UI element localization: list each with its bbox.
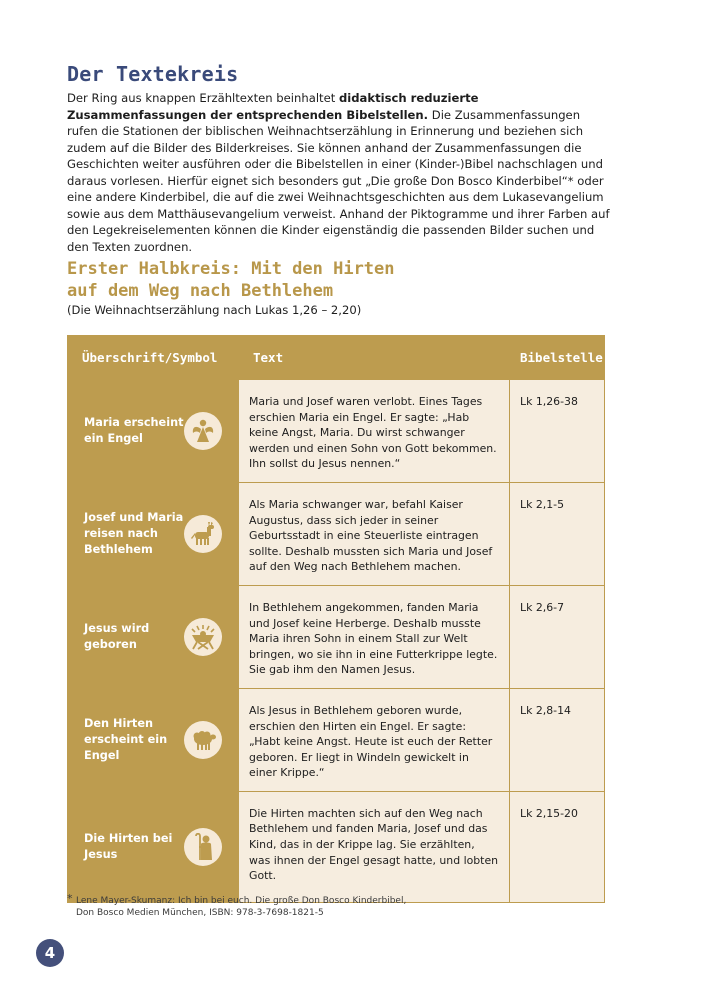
row-text: Als Maria schwanger war, befahl Kaiser Augustus, dass sich jeder in seiner Geburtsstadt in eine Steuerliste eintragen sollte. Deshalb mussten sich Maria und Josef auf den Weg nach Bethlehem machen. — [239, 482, 510, 585]
intro-text-rest: Die Zusammenfassungen rufen die Stationen der biblischen Weihnachtserzählung in Erinnerung und beziehen sich zudem auf die Bilder des Bilderkreises. Sie können anhand der Zusammenfassungen die Geschichten weiter ausführen oder die Bibelstellen in einer (Kinder-)Bibel nachschlagen und daraus vorlesen. Hierfür eignet sich besonders gut „Die große Don Bosco Kinderbibel“* oder eine andere Kinderbibel, die auf die zwei Weihnachtsgeschichten aus dem Lukasevangelium sowie aus dem Matthäusevangelium verweist. Anhand der Piktogramme und ihrer Farben auf den Legekreiselementen können die Kinder eigenständig die passenden Bilder suchen und den Texten zuordnen. — [67, 107, 610, 254]
table-row — [68, 482, 605, 585]
donkey-icon — [184, 515, 222, 553]
row-text: Als Jesus in Bethlehem geboren wurde, erschien den Hirten ein Engel. Er sagte: „Habt keine Angst. Heute ist euch der Retter geboren. Er liegt in Windeln gewickelt in einer Krippe.“ — [239, 688, 510, 791]
footnote-line-2: Don Bosco Medien München, ISBN: 978-3-7698-1821-5 — [76, 908, 324, 918]
section-heading-line-1: Erster Halbkreis: Mit den Hirten — [67, 259, 395, 279]
intro-text-bold: didaktisch reduzierte Zusammenfassungen der entsprechenden Bibelstellen. — [67, 91, 479, 122]
table-header-row — [68, 336, 605, 380]
intro-text-start: Der Ring aus knappen Erzähltexten beinhaltet — [67, 91, 339, 105]
row-bible-passage: Lk 1,26-38 — [510, 380, 605, 483]
manger-icon — [184, 618, 222, 656]
row-bible-passage: Lk 2,15-20 — [510, 791, 605, 902]
section-heading-line-2: auf dem Weg nach Bethlehem — [67, 281, 334, 301]
row-heading: Den Hirten erscheint ein Engel — [84, 716, 168, 762]
sheep-icon — [184, 721, 222, 759]
row-heading-cell — [68, 791, 239, 902]
table-row — [68, 688, 605, 791]
row-heading: Jesus wird geboren — [84, 621, 150, 651]
row-bible-passage: Lk 2,6-7 — [510, 585, 605, 688]
column-header-heading-symbol: Überschrift/Symbol — [68, 336, 239, 380]
footnote-line-1: Lene Mayer-Skumanz: Ich bin bei euch. Die große Don Bosco Kinderbibel, — [76, 896, 407, 906]
intro-paragraph — [67, 90, 612, 255]
table-row — [68, 380, 605, 483]
row-heading-cell — [68, 688, 239, 791]
row-heading: Die Hirten bei Jesus — [84, 831, 173, 861]
section-heading — [67, 258, 627, 302]
row-heading: Maria erscheint ein Engel — [84, 415, 184, 445]
row-heading-cell — [68, 380, 239, 483]
row-bible-passage: Lk 2,1-5 — [510, 482, 605, 585]
footnote — [67, 892, 627, 919]
column-header-bible-passage: Bibelstelle — [510, 336, 605, 380]
page-title: Der Textekreis — [67, 62, 239, 86]
row-text: Die Hirten machten sich auf den Weg nach Bethlehem und fanden Maria, Josef und das Kind, das in der Krippe lag. Sie erzählten, was ihnen der Engel gesagt hatte, und lobten Gott. — [239, 791, 510, 902]
bible-reference: (Die Weihnachtserzählung nach Lukas 1,26 – 2,20) — [67, 303, 362, 317]
page-number-badge: 4 — [36, 939, 64, 967]
table-row — [68, 791, 605, 902]
column-header-text: Text — [239, 336, 510, 380]
table-row — [68, 585, 605, 688]
angel-icon — [184, 412, 222, 450]
row-heading: Josef und Maria reisen nach Bethlehem — [84, 510, 184, 556]
row-heading-cell — [68, 482, 239, 585]
row-bible-passage: Lk 2,8-14 — [510, 688, 605, 791]
row-text: In Bethlehem angekommen, fanden Maria und Josef keine Herberge. Deshalb musste Maria ihren Sohn in einem Stall zur Welt bringen, wo sie ihn in eine Futterkrippe legte. Sie gab ihm den Namen Jesus. — [239, 585, 510, 688]
footnote-marker: * — [67, 892, 73, 905]
shepherd-icon — [184, 828, 222, 866]
story-table — [67, 335, 605, 903]
row-heading-cell — [68, 585, 239, 688]
row-text: Maria und Josef waren verlobt. Eines Tages erschien Maria ein Engel. Er sagte: „Hab keine Angst, Maria. Du wirst schwanger werden und einen Sohn von Gott bekommen. Ihn sollst du Jesus nennen.“ — [239, 380, 510, 483]
